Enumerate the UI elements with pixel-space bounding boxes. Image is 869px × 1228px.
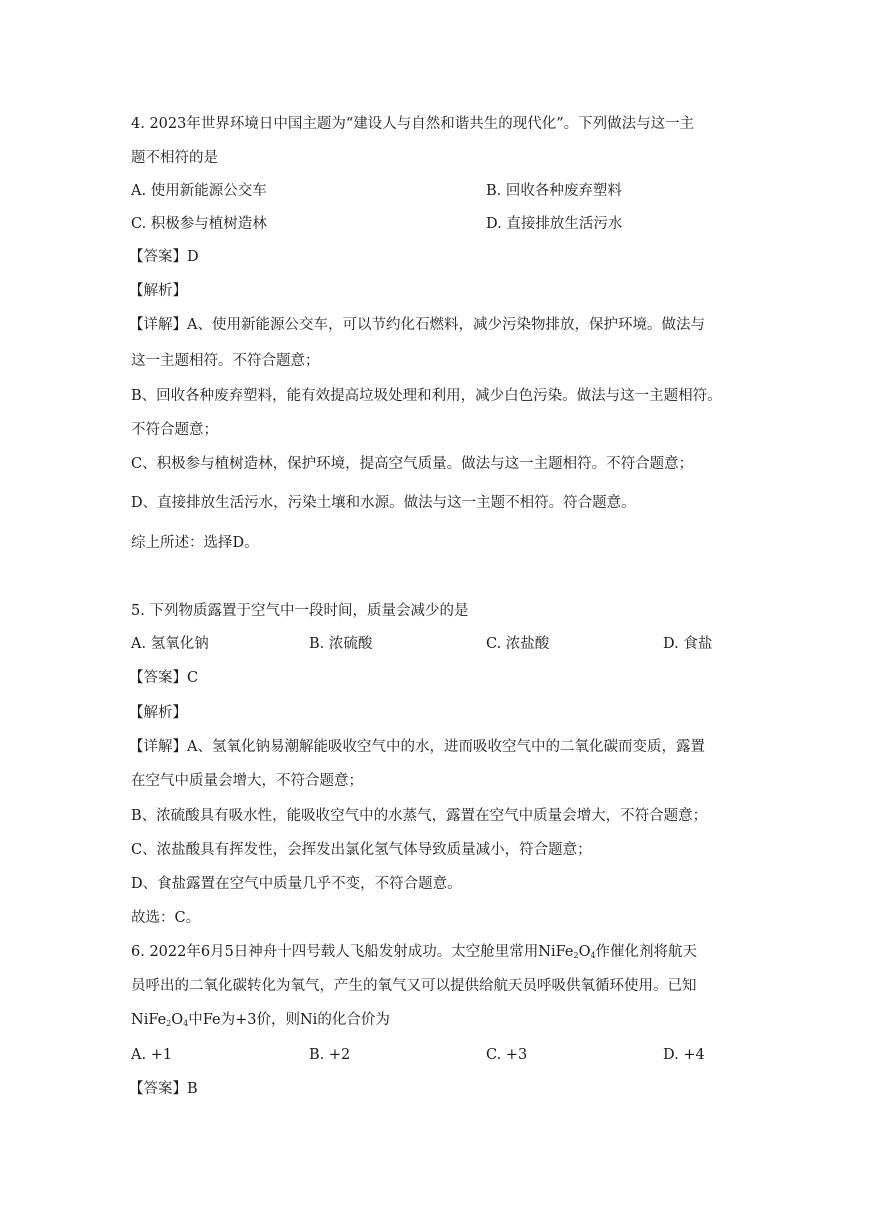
q6-option-c: C. +3 bbox=[486, 1047, 528, 1063]
q6-option-b: B. +2 bbox=[309, 1047, 351, 1063]
q5-detail-line2: 在空气中质量会增大，不符合题意； bbox=[131, 773, 363, 789]
q4-option-d: D. 直接排放生活污水 bbox=[486, 216, 623, 232]
q6-formula-o: O bbox=[578, 944, 591, 960]
q4-option-c: C. 积极参与植树造林 bbox=[131, 216, 267, 232]
q4-detail-d: D、直接排放生活污水，污染土壤和水源。做法与这一主题不相符。符合题意。 bbox=[131, 495, 636, 511]
q4-detail-b-line2: 不符合题意； bbox=[131, 422, 218, 438]
q5-option-c: C. 浓盐酸 bbox=[486, 636, 550, 652]
q5-answer: 【答案】C bbox=[129, 670, 199, 686]
q6-stem-line3 bbox=[131, 1010, 390, 1034]
q6-formula-sub-2b: 2 bbox=[166, 1019, 172, 1028]
q6-stem-line1 bbox=[131, 942, 697, 966]
q6-formula-sub-2: 2 bbox=[573, 951, 579, 960]
q6-stem-line3-tail: 中Fe为+3价，则Ni的化合价为 bbox=[188, 1012, 390, 1028]
q5-option-d: D. 食盐 bbox=[663, 636, 713, 652]
q4-stem-line2: 题不相符的是 bbox=[131, 150, 218, 166]
q6-option-a: A. +1 bbox=[131, 1047, 173, 1063]
q5-option-b: B. 浓硫酸 bbox=[309, 636, 373, 652]
q4-option-b: B. 回收各种废弃塑料 bbox=[486, 183, 622, 199]
q6-stem-line2: 员呼出的二氧化碳转化为氧气，产生的氧气又可以提供给航天员呼吸供氧循环使用。已知 bbox=[131, 978, 697, 994]
q6-answer: 【答案】B bbox=[129, 1081, 198, 1097]
q5-analysis-heading: 【解析】 bbox=[129, 705, 187, 721]
q4-detail-line2: 这一主题相符。不符合题意； bbox=[131, 353, 320, 369]
q4-detail-b-line1: B、回收各种废弃塑料，能有效提高垃圾处理和利用，减少白色污染。做法与这一主题相符。 bbox=[131, 388, 722, 404]
q6-stem-line1-tail: 作催化剂将航天 bbox=[595, 944, 698, 960]
q4-detail-line1: 【详解】A、使用新能源公交车，可以节约化石燃料，减少污染物排放，保护环境。做法与 bbox=[129, 317, 705, 333]
q6-formula-nife: NiFe bbox=[131, 1012, 167, 1028]
q6-formula-sub-4: 4 bbox=[590, 951, 596, 960]
q6-option-d: D. +4 bbox=[663, 1047, 705, 1063]
q6-stem-line1-text: 6. 2022年6月5日神舟十四号载人飞船发射成功。太空舱里常用NiFe bbox=[131, 944, 574, 960]
q5-stem: 5. 下列物质露置于空气中一段时间，质量会减少的是 bbox=[131, 603, 469, 619]
q6-formula-o-b: O bbox=[171, 1012, 184, 1028]
q4-summary: 综上所述：选择D。 bbox=[131, 535, 259, 551]
q5-detail-d: D、食盐露置在空气中质量几乎不变，不符合题意。 bbox=[131, 876, 462, 892]
q4-stem-line1: 4. 2023年世界环境日中国主题为“建设人与自然和谐共生的现代化”。下列做法与这一主 bbox=[131, 116, 695, 132]
q5-summary: 故选：C。 bbox=[131, 910, 201, 926]
q5-detail-b: B、浓硫酸具有吸水性，能吸收空气中的水蒸气，露置在空气中质量会增大，不符合题意； bbox=[131, 808, 708, 824]
q4-analysis-heading: 【解析】 bbox=[129, 283, 187, 299]
q4-answer: 【答案】D bbox=[129, 249, 199, 265]
q6-formula-sub-4b: 4 bbox=[183, 1019, 189, 1028]
q5-option-a: A. 氢氧化钠 bbox=[131, 636, 209, 652]
q5-detail-line1: 【详解】A、氢氧化钠易潮解能吸收空气中的水，进而吸收空气中的二氧化碳而变质，露置 bbox=[129, 739, 705, 755]
q5-detail-c: C、浓盐酸具有挥发性，会挥发出氯化氢气体导致质量减小，符合题意； bbox=[131, 842, 592, 858]
q4-detail-c: C、积极参与植树造林，保护环境，提高空气质量。做法与这一主题相符。不符合题意； bbox=[131, 456, 694, 472]
q4-option-a: A. 使用新能源公交车 bbox=[131, 183, 267, 199]
